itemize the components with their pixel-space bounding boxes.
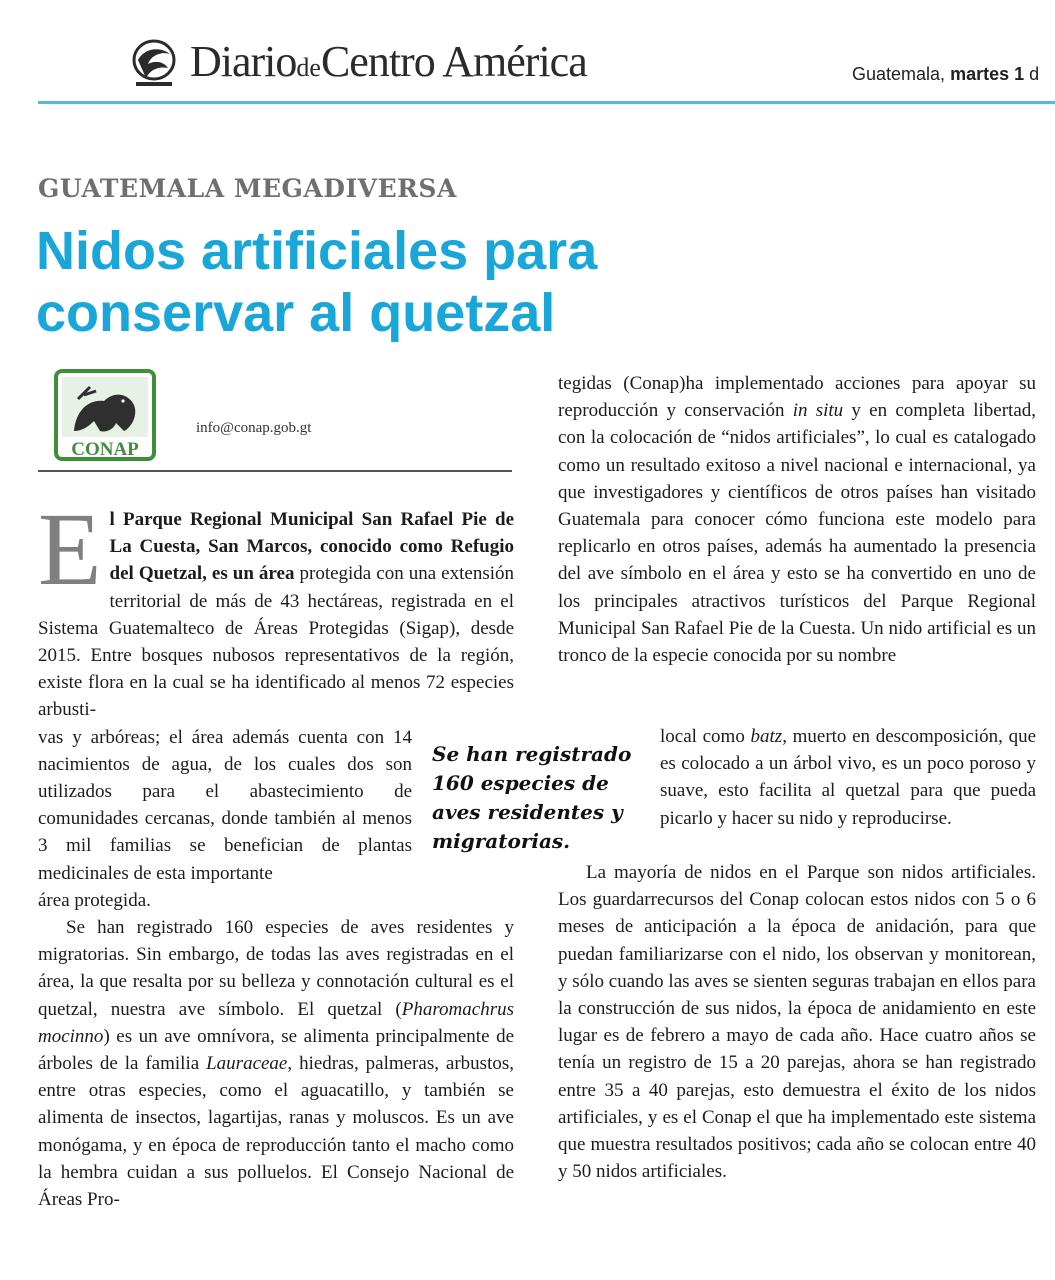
- scientific-name: Pharomachrus mocinno: [38, 998, 514, 1047]
- article-headline: Nidos artificiales para conservar al quetzal: [36, 221, 598, 343]
- dateline: Guatemala, martes 1 d: [852, 64, 1040, 84]
- paragraph-3: tegidas (Conap)ha implementado acciones para apoyar su reproducción y conservación in situ y en completa libertad, con la colocación de “nidos artificiales”, lo cual es catalogado como un resultado exitoso a nivel nacional e internacional, ya que investigadores y científicos de otros países han visitado Guatemala para conocer cómo funciona este modelo para replicarlo en otros países, además ha aumentado la presencia del ave símbolo en el área y esto se ha convertido en uno de los principales atractivos turísticos del Parque Regional Municipal San Rafael Pie de la Cuesta. Un nido artificial es un tronco de la especie conocida por su nombre: [558, 373, 1037, 667]
- paragraph-1-wrap: vas y arbóreas; el área además cuenta con 14 nacimientos de agua, de los cuales dos son utilizados para el abastecimiento de comunidades cercanas, donde también al menos 3 mil familias se benefician de plantas medicinales de esta importante: [38, 726, 412, 884]
- masthead: [0, 0, 1055, 106]
- newspaper-name: DiariodeCentro América: [190, 37, 587, 86]
- paragraph-4: La mayoría de nidos en el Parque son nidos artificiales. Los guardarrecursos del Conap colocan estos nidos con 5 o 6 meses de anticipación a la época de anidación, para que puedan familiarizarse con el nido, los observan y monitorean, y sólo cuando las aves se sienten seguras trabajan en ellos para la construcción de sus nidos, la época de anidamiento en este lugar es de febrero a mayo de cada año. Hace cuatro años se tenía un registro de 15 a 20 parejas, ahora se han registrado entre 35 a 40 parejas, esto demuestra el éxito de los nidos artificiales, y es el Conap el que ha implementado este sistema que muestra resultados positivos; cada año se colocan entre 40 y 50 nidos artificiales.: [558, 862, 1036, 1183]
- article-column-left: [38, 492, 514, 1213]
- article-column-right-bottom: [558, 859, 1036, 1185]
- in-situ-term: in situ: [792, 400, 844, 422]
- article-column-right-mid: [660, 723, 1036, 832]
- byline-divider: [38, 470, 512, 472]
- conap-monkey-logo: [54, 369, 156, 461]
- conap-logo-text: CONAP: [71, 439, 139, 460]
- article-column-right-top: [558, 370, 1036, 669]
- pull-quote: Se han registrado 160 especies de aves residentes y migratorias.: [432, 742, 632, 853]
- quetzal-bird-icon: [130, 38, 178, 90]
- drop-cap: E: [38, 492, 102, 607]
- paragraph-1: El Parque Regional Municipal San Rafael Pie de La Cuesta, San Marcos, conocido como Refugio del Quetzal, es un área protegida con una extensión territorial de más de 43 hectáreas, registrada en el Sistema Guatemalteco de Áreas Protegidas (Sigap), desde 2015. Entre bosques nubosos representativos de la región, existe flora en la cual se ha identificado al menos 72 especies arbusti-: [38, 492, 514, 721]
- family-name: Lauraceae: [206, 1053, 288, 1075]
- masthead-divider: [38, 101, 1055, 104]
- local-name-term: batz: [750, 726, 783, 747]
- paragraph-2: Se han registrado 160 especies de aves residentes y migratorias. Sin embargo, de todas las aves registradas en el área, la que resalta por su belleza y connotación cultural es el quetzal, nuestra ave símbolo. El quetzal (Pharomachrus mocinno) es un ave omnívora, se alimenta principalmente de árboles de la familia Lauraceae, hiedras, palmeras, arbustos, entre otras especies, como el aguacatillo, y también se alimenta de insectos, lagartijas, ranas y moluscos. Es un ave monógama, y en época de reproducción tanto el macho como la hembra cuidan a sus polluelos. El Consejo Nacional de Áreas Pro-: [38, 917, 514, 1211]
- paragraph-1-end: área protegida.: [38, 889, 151, 911]
- section-label: GUATEMALA MEGADIVERSA: [38, 174, 457, 203]
- lead-bold-text: l Parque Regional Municipal San Rafael Pie de La Cuesta, San Marcos, conocido como Refugio del Quetzal, es un área: [109, 509, 514, 585]
- paragraph-3-wrap: local como batz, muerto en descomposición, que es colocado a un árbol vivo, es un poco poroso y suave, esto facilita al quetzal para que pueda picarlo y hacer su nido y reproducirse.: [660, 726, 1037, 829]
- source-email: info@conap.gob.gt: [196, 420, 312, 436]
